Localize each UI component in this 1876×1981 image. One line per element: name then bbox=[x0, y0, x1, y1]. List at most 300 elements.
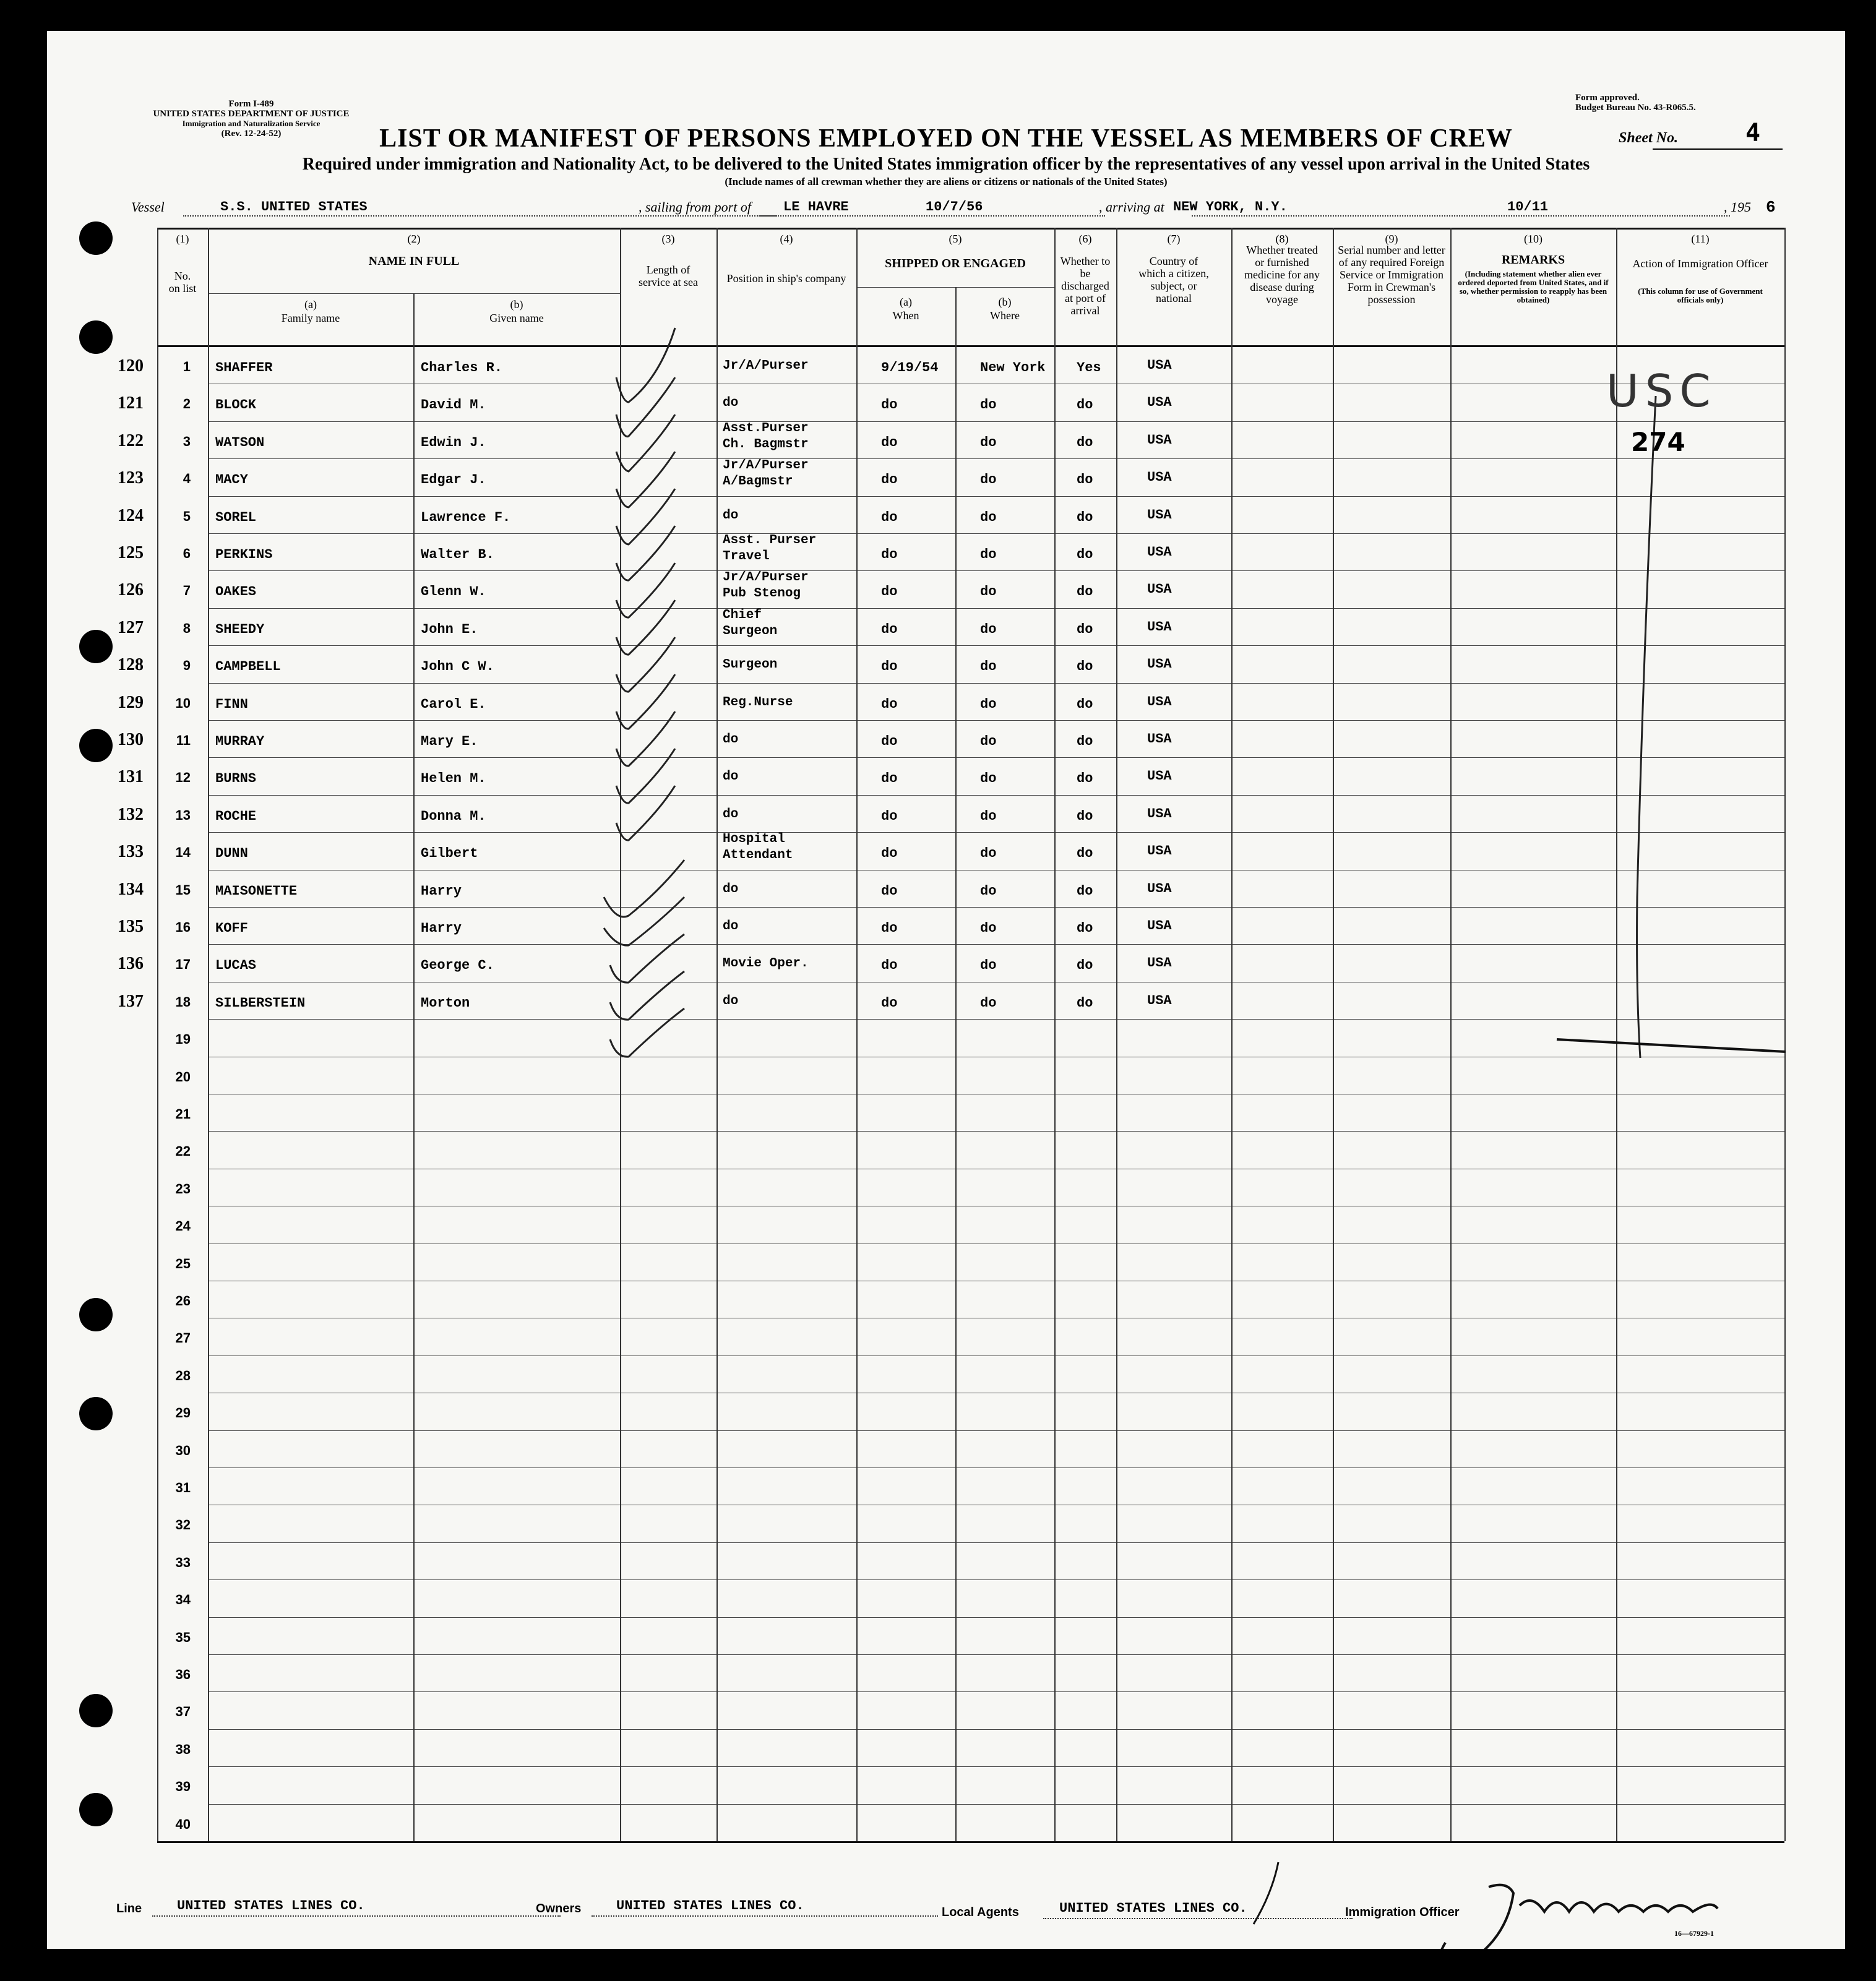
given-name-cell: Glenn W. bbox=[421, 584, 486, 600]
column-rule bbox=[1784, 228, 1786, 1841]
shipped-where-cell: do bbox=[980, 883, 997, 899]
binder-hole bbox=[79, 320, 113, 354]
position-cell: Jr/A/Purser bbox=[723, 570, 809, 585]
position-cell: Attendant bbox=[723, 848, 793, 863]
family-name-cell: WATSON bbox=[215, 434, 265, 450]
discharged-cell: do bbox=[1077, 472, 1093, 488]
discharged-cell: do bbox=[1077, 509, 1093, 525]
revision-date: (Rev. 12-24-52) bbox=[221, 129, 282, 139]
given-name-cell: Carol E. bbox=[421, 696, 486, 712]
country-cell: USA bbox=[1147, 358, 1172, 373]
row-rule bbox=[208, 421, 1784, 422]
shipped-where-cell: do bbox=[980, 734, 997, 749]
shipped-where-cell: do bbox=[980, 584, 997, 600]
country-cell: USA bbox=[1147, 806, 1172, 822]
given-name-cell: John E. bbox=[421, 621, 478, 637]
arriving-label: , arriving at bbox=[1099, 199, 1164, 215]
shipped-where-cell: do bbox=[980, 808, 997, 824]
row-number: 35 bbox=[175, 1629, 191, 1645]
row-number: 22 bbox=[175, 1143, 191, 1159]
position-cell: Hospital bbox=[723, 832, 785, 847]
col10-number: (10) bbox=[1524, 233, 1543, 245]
row-number: 30 bbox=[175, 1442, 191, 1458]
shipped-when-cell: do bbox=[881, 584, 898, 600]
col5-label: SHIPPED OR ENGAGED bbox=[885, 257, 1026, 270]
country-cell: USA bbox=[1147, 507, 1172, 523]
shipped-when-cell: do bbox=[881, 883, 898, 899]
given-name-cell: Mary E. bbox=[421, 734, 478, 749]
row-number: 13 bbox=[175, 807, 191, 823]
margin-number: 126 bbox=[118, 580, 144, 600]
binder-hole bbox=[79, 1298, 113, 1331]
row-rule bbox=[208, 1804, 1784, 1805]
country-cell: USA bbox=[1147, 918, 1172, 934]
shipped-when-cell: do bbox=[881, 397, 898, 413]
family-name-cell: SOREL bbox=[215, 509, 257, 525]
column-rule bbox=[1450, 228, 1452, 1841]
sheet-label: Sheet No. bbox=[1619, 130, 1678, 146]
row-number: 33 bbox=[175, 1554, 191, 1570]
family-name-cell: SHAFFER bbox=[215, 360, 273, 376]
margin-number: 122 bbox=[118, 431, 144, 450]
col10-label: REMARKS bbox=[1501, 253, 1565, 267]
col11-note: (This column for use of Government officials only) bbox=[1638, 286, 1763, 304]
table-top-rule bbox=[157, 228, 1784, 230]
row-number: 34 bbox=[175, 1592, 191, 1608]
shipped-when-cell: do bbox=[881, 734, 898, 749]
departure-date: 10/7/56 bbox=[926, 199, 983, 215]
shipped-where-cell: do bbox=[980, 995, 997, 1011]
position-cell: Reg.Nurse bbox=[723, 695, 793, 710]
shipped-where-cell: do bbox=[980, 509, 997, 525]
row-number: 19 bbox=[175, 1031, 191, 1047]
arrival-port: NEW YORK, N.Y. bbox=[1173, 199, 1288, 215]
department-name: UNITED STATES DEPARTMENT OF JUSTICE bbox=[153, 109, 350, 119]
given-name-cell: Edgar J. bbox=[421, 472, 486, 488]
col1-number: (1) bbox=[176, 233, 189, 245]
budget-line: Budget Bureau No. 43-R065.5. bbox=[1575, 103, 1696, 113]
discharged-cell: do bbox=[1077, 995, 1093, 1011]
family-name-cell: SILBERSTEIN bbox=[215, 995, 306, 1011]
row-number: 24 bbox=[175, 1218, 191, 1234]
row-rule bbox=[208, 1467, 1784, 1468]
row-number: 2 bbox=[183, 396, 191, 412]
row-number: 5 bbox=[183, 508, 191, 524]
given-name-cell: Helen M. bbox=[421, 771, 486, 787]
discharged-cell: do bbox=[1077, 921, 1093, 936]
arrival-date: 10/11 bbox=[1507, 199, 1549, 215]
discharged-cell: do bbox=[1077, 771, 1093, 787]
family-name-cell: FINN bbox=[215, 696, 248, 712]
row-number: 25 bbox=[175, 1255, 191, 1271]
table-header-rule bbox=[157, 345, 1784, 347]
shipped-where-cell: do bbox=[980, 921, 997, 936]
row-rule bbox=[208, 1019, 1784, 1020]
country-cell: USA bbox=[1147, 395, 1172, 411]
sheet-number: 4 bbox=[1745, 119, 1761, 147]
row-number: 39 bbox=[175, 1779, 191, 1795]
given-name-cell: Morton bbox=[421, 995, 470, 1011]
shipped-where-cell: do bbox=[980, 472, 997, 488]
col9-label: Serial number and letter of any required Foreign Service or Immigration Form in Crewman's possession bbox=[1338, 244, 1445, 306]
given-name-cell: Edwin J. bbox=[421, 434, 486, 450]
departure-port: LE HAVRE bbox=[783, 199, 849, 215]
shipped-where-cell: do bbox=[980, 397, 997, 413]
margin-number: 136 bbox=[118, 954, 144, 974]
shipped-where-cell: do bbox=[980, 547, 997, 562]
given-name-cell: George C. bbox=[421, 958, 494, 974]
family-name-cell: OAKES bbox=[215, 584, 257, 600]
country-cell: USA bbox=[1147, 880, 1172, 896]
line-label: Line bbox=[116, 1902, 142, 1915]
col2b-label: Given name bbox=[489, 312, 544, 324]
check-marks bbox=[604, 328, 684, 1057]
row-number: 18 bbox=[175, 994, 191, 1010]
column-rule bbox=[413, 293, 415, 1841]
position-cell: Ch. Bagmstr bbox=[723, 437, 809, 452]
row-number: 16 bbox=[175, 919, 191, 935]
discharged-cell: do bbox=[1077, 397, 1093, 413]
country-cell: USA bbox=[1147, 731, 1172, 747]
discharged-cell: do bbox=[1077, 883, 1093, 899]
col6-number: (6) bbox=[1078, 233, 1092, 245]
row-number: 8 bbox=[183, 620, 191, 636]
col7-number: (7) bbox=[1167, 233, 1181, 245]
column-rule bbox=[955, 287, 957, 1841]
row-rule bbox=[208, 832, 1784, 833]
row-number: 26 bbox=[175, 1293, 191, 1308]
given-name-cell: John C W. bbox=[421, 659, 494, 675]
manifest-sheet bbox=[47, 31, 1845, 1949]
row-rule bbox=[208, 533, 1784, 534]
row-number: 1 bbox=[183, 359, 191, 374]
family-name-cell: BLOCK bbox=[215, 397, 257, 413]
given-name-cell: Charles R. bbox=[421, 360, 503, 376]
vessel-label: Vessel bbox=[131, 199, 165, 215]
given-name-cell: Harry bbox=[421, 883, 462, 899]
position-cell: do bbox=[723, 919, 739, 934]
agents-company: UNITED STATES LINES CO. bbox=[1059, 1901, 1247, 1916]
row-number: 20 bbox=[175, 1068, 191, 1085]
year-digit: 6 bbox=[1766, 198, 1776, 217]
shipped-where-cell: do bbox=[980, 621, 997, 637]
binder-hole bbox=[79, 1397, 113, 1430]
margin-number: 137 bbox=[118, 991, 144, 1011]
form-number: Form I-489 bbox=[228, 99, 274, 109]
row-number: 40 bbox=[175, 1816, 191, 1832]
row-number: 14 bbox=[175, 844, 191, 861]
row-number: 37 bbox=[175, 1704, 191, 1720]
col5a-label: When bbox=[892, 309, 919, 322]
shipped-when-cell: do bbox=[881, 921, 898, 936]
row-number: 21 bbox=[175, 1106, 191, 1122]
position-cell: A/Bagmstr bbox=[723, 475, 793, 489]
col6-label: Whether to be discharged at port of arrival bbox=[1060, 255, 1111, 317]
binder-hole bbox=[79, 221, 113, 255]
country-cell: USA bbox=[1147, 992, 1172, 1008]
row-rule bbox=[208, 907, 1784, 908]
shipped-when-cell: do bbox=[881, 958, 898, 974]
col8-label: Whether treated or furnished medicine for any disease during voyage bbox=[1244, 244, 1320, 306]
row-number: 6 bbox=[183, 546, 191, 561]
shipped-where-cell: do bbox=[980, 771, 997, 787]
col4-number: (4) bbox=[780, 233, 793, 245]
column-rule bbox=[1054, 228, 1056, 1841]
family-name-cell: MACY bbox=[215, 472, 248, 488]
row-number: 15 bbox=[175, 882, 191, 898]
column-rule bbox=[1616, 228, 1617, 1841]
row-rule bbox=[208, 570, 1784, 571]
count-annotation: 274 bbox=[1631, 427, 1685, 457]
country-cell: USA bbox=[1147, 544, 1172, 560]
country-cell: USA bbox=[1147, 656, 1172, 673]
given-name-cell: Lawrence F. bbox=[421, 509, 511, 525]
column-rule bbox=[716, 228, 718, 1841]
row-number: 32 bbox=[175, 1517, 191, 1533]
row-rule bbox=[208, 1691, 1784, 1692]
shipped-when-cell: do bbox=[881, 696, 898, 712]
shipped-where-cell: do bbox=[980, 846, 997, 862]
col11-label: Action of Immigration Officer bbox=[1632, 257, 1768, 270]
country-cell: USA bbox=[1147, 843, 1172, 859]
row-number: 17 bbox=[175, 956, 191, 973]
col9-number: (9) bbox=[1385, 233, 1398, 245]
row-rule bbox=[208, 458, 1784, 459]
col2a-number: (a) bbox=[304, 298, 317, 311]
discharged-cell: do bbox=[1077, 808, 1093, 824]
year-prefix: , 195 bbox=[1724, 199, 1751, 215]
row-rule bbox=[208, 944, 1784, 945]
col5-number: (5) bbox=[949, 233, 962, 245]
margin-number: 132 bbox=[118, 804, 144, 824]
family-name-cell: MURRAY bbox=[215, 734, 265, 749]
col7-label: Country of which a citizen, subject, or national bbox=[1138, 255, 1209, 304]
shipped-when-cell: do bbox=[881, 846, 898, 862]
family-name-cell: ROCHE bbox=[215, 808, 257, 824]
position-cell: Chief bbox=[723, 608, 762, 622]
col5a-number: (a) bbox=[900, 296, 912, 308]
column-rule bbox=[620, 228, 621, 1841]
margin-number: 129 bbox=[118, 692, 144, 712]
discharged-cell: do bbox=[1077, 547, 1093, 562]
row-number: 23 bbox=[175, 1180, 191, 1197]
form-code: 16—67929-1 bbox=[1674, 1929, 1714, 1938]
binder-hole bbox=[79, 630, 113, 663]
position-cell: do bbox=[723, 770, 739, 784]
row-number: 7 bbox=[183, 583, 191, 599]
country-cell: USA bbox=[1147, 619, 1172, 635]
shipped-where-cell: do bbox=[980, 659, 997, 675]
margin-number: 135 bbox=[118, 917, 144, 936]
discharged-cell: do bbox=[1077, 696, 1093, 712]
margin-number: 125 bbox=[118, 543, 144, 562]
column-rule bbox=[1333, 228, 1334, 1841]
shipped-when-cell: do bbox=[881, 547, 898, 562]
row-rule bbox=[208, 1430, 1784, 1431]
col3-number: (3) bbox=[661, 233, 675, 245]
shipped-where-cell: do bbox=[980, 434, 997, 450]
family-name-cell: DUNN bbox=[215, 846, 248, 862]
discharged-cell: do bbox=[1077, 434, 1093, 450]
vessel-name: S.S. UNITED STATES bbox=[220, 199, 368, 215]
family-name-cell: SHEEDY bbox=[215, 621, 265, 637]
column-rule bbox=[1231, 228, 1233, 1841]
col2-number: (2) bbox=[407, 233, 421, 245]
row-rule bbox=[208, 645, 1784, 646]
shipped-when-cell: do bbox=[881, 771, 898, 787]
shipped-when-cell: 9/19/54 bbox=[881, 360, 939, 376]
row-rule bbox=[208, 1542, 1784, 1543]
binder-hole bbox=[79, 1694, 113, 1727]
row-number: 38 bbox=[175, 1741, 191, 1757]
shipped-where-cell: do bbox=[980, 958, 997, 974]
position-cell: Pub Stenog bbox=[723, 587, 801, 601]
col11-number: (11) bbox=[1691, 233, 1710, 245]
row-rule bbox=[208, 720, 1784, 721]
col1-label: No. on list bbox=[168, 270, 197, 294]
col2-label: NAME IN FULL bbox=[368, 254, 460, 268]
discharged-cell: do bbox=[1077, 659, 1093, 675]
shipped-when-cell: do bbox=[881, 995, 898, 1011]
margin-number: 124 bbox=[118, 505, 144, 525]
shipped-when-cell: do bbox=[881, 621, 898, 637]
row-rule bbox=[208, 1729, 1784, 1730]
position-cell: Surgeon bbox=[723, 658, 778, 673]
discharged-cell: Yes bbox=[1077, 360, 1101, 376]
row-number: 10 bbox=[175, 695, 191, 711]
row-number: 9 bbox=[183, 658, 191, 674]
row-rule bbox=[208, 608, 1784, 609]
col2b-number: (b) bbox=[510, 298, 523, 311]
agents-label: Local Agents bbox=[942, 1906, 1019, 1919]
col8-number: (8) bbox=[1275, 233, 1289, 245]
row-number: 11 bbox=[176, 733, 191, 748]
position-cell: Movie Oper. bbox=[723, 956, 809, 971]
shipped-when-cell: do bbox=[881, 659, 898, 675]
row-number: 27 bbox=[175, 1330, 191, 1346]
col3-label: Length of service at sea bbox=[639, 264, 698, 288]
margin-number: 121 bbox=[118, 393, 144, 413]
col4-label: Position in ship's company bbox=[726, 272, 846, 285]
position-cell: do bbox=[723, 807, 739, 822]
row-number: 28 bbox=[175, 1367, 191, 1383]
column-rule bbox=[208, 228, 209, 1841]
column-rule bbox=[1116, 228, 1117, 1841]
service-name: Immigration and Naturalization Service bbox=[182, 119, 321, 128]
family-name-cell: KOFF bbox=[215, 921, 248, 936]
row-rule bbox=[208, 757, 1784, 758]
country-cell: USA bbox=[1147, 470, 1172, 486]
given-name-cell: David M. bbox=[421, 397, 486, 413]
row-rule bbox=[208, 683, 1784, 684]
shipped-when-cell: do bbox=[881, 434, 898, 450]
family-name-cell: LUCAS bbox=[215, 958, 257, 974]
row-rule bbox=[208, 1617, 1784, 1618]
page-subnote: (Include names of all crewman whether they are aliens or citizens or nationals of the United States) bbox=[725, 176, 1168, 187]
margin-number: 130 bbox=[118, 730, 144, 749]
row-number: 4 bbox=[183, 471, 191, 487]
family-name-cell: CAMPBELL bbox=[215, 659, 281, 675]
country-cell: USA bbox=[1147, 432, 1172, 448]
margin-number: 131 bbox=[118, 767, 144, 787]
shipped-when-cell: do bbox=[881, 808, 898, 824]
approval-block bbox=[1575, 93, 1696, 113]
margin-number: 127 bbox=[118, 617, 144, 637]
row-rule bbox=[208, 496, 1784, 497]
col5b-label: Where bbox=[990, 309, 1020, 322]
sailing-label: , sailing from port of bbox=[639, 199, 751, 215]
table-bottom-rule bbox=[157, 1841, 1784, 1843]
discharged-cell: do bbox=[1077, 846, 1093, 862]
country-cell: USA bbox=[1147, 768, 1172, 784]
given-name-cell: Walter B. bbox=[421, 547, 494, 562]
row-number: 12 bbox=[175, 770, 191, 786]
col10-note: (Including statement whether alien ever ordered deported from United States, and if so, whether permission to reapply has been obtained) bbox=[1458, 269, 1609, 304]
discharged-cell: do bbox=[1077, 621, 1093, 637]
discharged-cell: do bbox=[1077, 584, 1093, 600]
shipped-when-cell: do bbox=[881, 509, 898, 525]
given-name-cell: Donna M. bbox=[421, 808, 486, 824]
position-cell: Jr/A/Purser bbox=[723, 359, 809, 373]
discharged-cell: do bbox=[1077, 734, 1093, 749]
country-cell: USA bbox=[1147, 694, 1172, 710]
row-rule bbox=[208, 1579, 1784, 1580]
margin-number: 123 bbox=[118, 468, 144, 488]
row-number: 36 bbox=[175, 1667, 191, 1682]
binder-hole bbox=[79, 729, 113, 762]
binder-hole bbox=[79, 1793, 113, 1826]
row-rule bbox=[208, 795, 1784, 796]
page-subtitle: Required under immigration and Nationality Act, to be delivered to the United States immigration officer by the representatives of any vessel upon arrival in the United States bbox=[302, 155, 1590, 174]
position-cell: Jr/A/Purser bbox=[723, 458, 809, 473]
line-company: UNITED STATES LINES CO. bbox=[177, 1898, 365, 1914]
shipped-when-cell: do bbox=[881, 472, 898, 488]
family-name-cell: PERKINS bbox=[215, 547, 273, 562]
position-cell: do bbox=[723, 396, 739, 411]
margin-number: 134 bbox=[118, 879, 144, 899]
position-cell: Surgeon bbox=[723, 624, 778, 638]
row-number: 29 bbox=[175, 1405, 191, 1421]
country-cell: USA bbox=[1147, 582, 1172, 598]
discharged-cell: do bbox=[1077, 958, 1093, 974]
page-title: LIST OR MANIFEST OF PERSONS EMPLOYED ON THE VESSEL AS MEMBERS OF CREW bbox=[379, 124, 1513, 153]
given-name-cell: Gilbert bbox=[421, 846, 478, 862]
given-name-cell: Harry bbox=[421, 921, 462, 936]
shipped-where-cell: do bbox=[980, 696, 997, 712]
position-cell: Asst. Purser bbox=[723, 533, 817, 548]
country-cell: USA bbox=[1147, 955, 1172, 971]
family-name-cell: BURNS bbox=[215, 771, 257, 787]
approval-line: Form approved. bbox=[1575, 93, 1640, 103]
margin-number: 120 bbox=[118, 356, 144, 376]
position-cell: do bbox=[723, 994, 739, 1008]
col5b-number: (b) bbox=[998, 296, 1012, 308]
margin-number: 128 bbox=[118, 655, 144, 675]
margin-number: 133 bbox=[118, 842, 144, 862]
owners-label: Owners bbox=[536, 1902, 582, 1915]
row-rule bbox=[208, 1766, 1784, 1767]
position-cell: Travel bbox=[723, 549, 770, 564]
row-number: 31 bbox=[175, 1480, 191, 1495]
row-rule bbox=[208, 1654, 1784, 1655]
family-name-cell: MAISONETTE bbox=[215, 883, 298, 899]
row-number: 3 bbox=[183, 433, 191, 449]
column-rule bbox=[856, 228, 858, 1841]
position-cell: do bbox=[723, 733, 739, 747]
position-cell: do bbox=[723, 508, 739, 523]
position-cell: do bbox=[723, 882, 739, 896]
usc-annotation: USC bbox=[1606, 365, 1717, 417]
